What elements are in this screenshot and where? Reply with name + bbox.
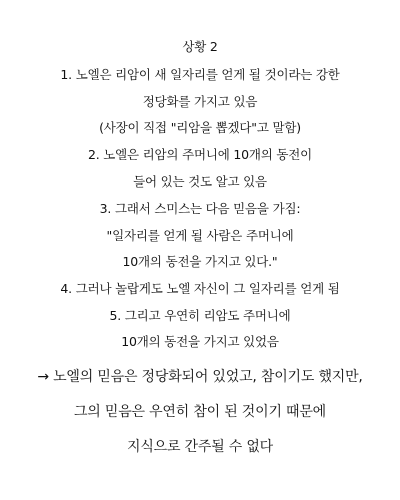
document-title: 상황 2	[182, 39, 218, 54]
point-4-line: 4. 그러나 놀랍게도 노엘 자신이 그 일자리를 얻게 됨	[60, 281, 340, 296]
point-5-line-1: 5. 그리고 우연히 리암도 주머니에	[109, 308, 291, 323]
conclusion-line-1: → 노엘의 믿음은 정당화되어 있었고, 참이기도 했지만,	[37, 369, 363, 385]
point-2-line-2: 들어 있는 것도 알고 있음	[133, 174, 267, 189]
point-1-line-2: 정당화를 가지고 있음	[142, 94, 258, 109]
conclusion-line-3: 지식으로 간주될 수 없다	[127, 439, 273, 455]
point-5-line-2: 10개의 동전을 가지고 있었음	[121, 334, 279, 349]
point-1-line-1: 1. 노엘은 리암이 새 일자리를 얻게 될 것이라는 강한	[60, 67, 340, 82]
point-3-quote-2: 10개의 동전을 가지고 있다."	[122, 254, 278, 269]
point-1-note: (사장이 직접 "리암을 뽑겠다"고 말함)	[99, 120, 301, 135]
point-2-line-1: 2. 노엘은 리암의 주머니에 10개의 동전이	[87, 147, 313, 162]
point-3-quote-1: "일자리를 얻게 될 사람은 주머니에	[106, 228, 294, 243]
conclusion-line-2: 그의 믿음은 우연히 참이 된 것이기 때문에	[73, 404, 326, 420]
point-3-line-1: 3. 그래서 스미스는 다음 믿음을 가짐:	[99, 201, 301, 216]
